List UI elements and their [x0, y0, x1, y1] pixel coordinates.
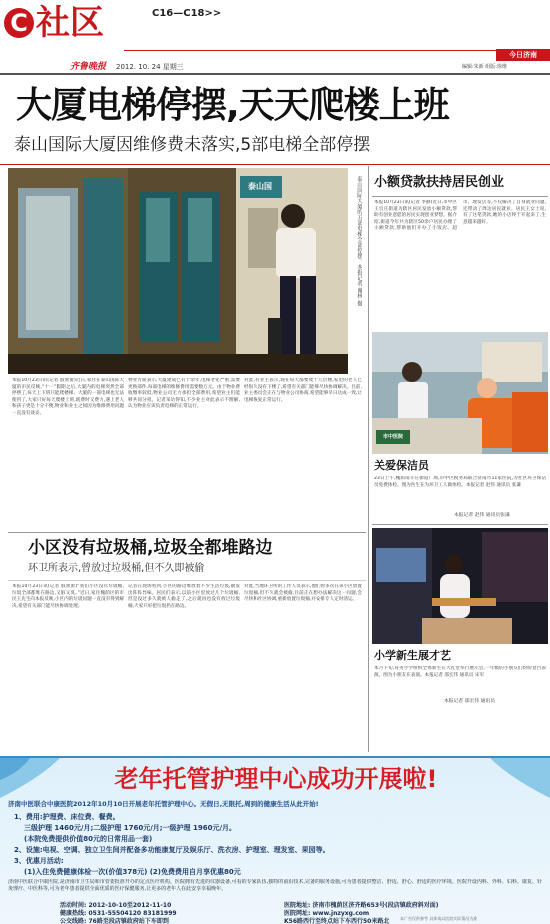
section-title: 社区 — [36, 3, 104, 43]
lead-body-col2: 物业方面表示,大厦建成已有十余年,电梯老化严重,需要更换部件,每部电梯的维修费用需要数万元。由于物业费收缴率较低,物业公司无力承担全部费用,希望业主们能够共同分担。记者采访得知,不少业主对此表示不理解,认为物业应该负责电梯的正常运行。 — [128, 378, 240, 410]
ad-website-value: www.jnzyxg.com — [312, 910, 370, 917]
cleaner-photo-sign: 市中医院 — [382, 434, 403, 440]
ad-bus-value: 76路至段店镇政府站下车即到 — [88, 918, 169, 924]
cleaner-caption: 23日上午,槐荫南辛庄街道广场,市中区税务局联合济南市11家医院,为社区环卫保洁员免费体检。图为医生在为环卫工人做体检。本报记者 赵伟 通讯员 张谦 — [374, 476, 546, 488]
loan-body: 本报10月23日讯(记者 李静)近日,市中区王官庄街道为辖区居民发放小额贷款,帮助有创业意愿的居民实现创业梦想。据介绍,街道今年共为辖区50余户居民办理了小额贷款,帮助他们开办了小饭店、超市、理发店等,不仅解决了自身就业问题,还带动了周边居民就业。居民王女士说,有了这笔贷款,她的小店终于开起来了,生意越来越好。 — [374, 200, 546, 232]
tag-right: 今日济南 — [496, 49, 550, 61]
ad-phone-label: 健康热线: — [60, 910, 87, 917]
photo-sign: 泰山国 — [248, 182, 272, 191]
ad-title: 老年托管护理中心成功开展啦! — [114, 765, 438, 793]
section-badge: C — [4, 8, 34, 38]
ad-item1-note: (本院免费提供价值80元的日常用品一套) — [24, 835, 153, 843]
student-author: 本报记者 邵宏伟 通讯员 — [444, 699, 496, 704]
date-line: 2012. 10. 24 星期三 — [116, 63, 184, 71]
elevator-photo — [8, 168, 348, 374]
ad-item1: 1、费用:护理费、床位费、餐费。 — [14, 813, 120, 821]
ad-item2: 2、设施:电视、空调、独立卫生间并配备多功能康复厅及娱乐厅、洗衣房、护理室、理发室、果园等。 — [14, 846, 330, 854]
lead-headline: 大厦电梯停摆,天天爬楼上班 — [16, 85, 449, 126]
page-range: C16—C18>> — [152, 8, 222, 19]
lead-body-col3: 对此,有业主表示,现在每天都要爬十几层楼,家里的老人已经很久没有下楼了,希望有关部门能够尽快协调解决。目前,业主委员会正在与物业公司协商,希望能够早日达成一致,让电梯恢复正常运行。 — [244, 378, 362, 403]
ad-address — [284, 902, 439, 910]
student-photo-art — [372, 528, 548, 644]
ad-item1-detail: 三级护理 1460元/月;二级护理 1760元/月;一级护理 1960元/月。 — [24, 824, 237, 832]
story2-body-col2: 记者在现场看到,小区的路边堆放着不少生活垃圾,散发出阵阵异味。居民们表示,以前小区里放过几个垃圾桶,但是没过多久就被人偷走了,之后就再也没有放过垃圾桶,大家只好把垃圾扔在路边。 — [128, 584, 240, 609]
ad-panel — [0, 756, 550, 924]
photo-caption: 泰山国际大厦的五部电梯全部停摆。本报记者 谢林 摄 — [356, 176, 362, 306]
student-caption: 本月下旬,育英小学组织全体新生在大礼堂举行展示会,一年级的小朋友们纷纷登台表演。图为小朋友在表演。本报记者 邵宏伟 通讯员 宋军 — [374, 666, 546, 678]
ad-address-value: 济南市槐荫区济齐路653号(段店镇政府斜对面) — [312, 902, 439, 909]
cleaner-photo — [372, 332, 548, 454]
ad-bus — [60, 918, 169, 924]
cleaner-author: 本报记者 赵伟 通讯员张谦 — [454, 513, 510, 518]
ad-address-label: 医院地址: — [284, 902, 311, 909]
column-divider-right — [368, 166, 369, 752]
elevator-photo-art — [8, 168, 348, 374]
ad-time-label: 活动时间: — [60, 902, 87, 909]
ad-phone-value: 0531-55504120 83181999 — [88, 910, 177, 917]
loan-rule — [372, 196, 548, 197]
story2-body-col1: 本报10月23日讯(记者 殷蕾蕾)“我们小区没有垃圾桶,垃圾全部都堆在路边,又脏又臭。”近日,家住槐荫区的市民王先生向本报反映,小区内的垃圾问题一直没有得到解决,希望有关部门能尽快协调处理。 — [12, 584, 124, 609]
student-photo — [372, 528, 548, 644]
story2-subtitle: 环卫所表示,曾放过垃圾桶,但不久即被偷 — [28, 563, 205, 574]
cleaner-rule — [372, 524, 548, 525]
masthead — [0, 0, 550, 72]
story2-rule — [8, 580, 366, 581]
paper-name: 齐鲁晚报 — [70, 62, 107, 72]
lead-subtitle: 泰山国际大厦因维修费未落实,5部电梯全部停摆 — [14, 135, 371, 155]
ad-website-label: 医院网址: — [284, 910, 311, 917]
masthead-rule — [124, 50, 550, 51]
lead-sub-rule — [0, 164, 550, 165]
ad-bus-label: 公交线路: — [60, 918, 87, 924]
loan-headline: 小额贷款扶持居民创业 — [374, 175, 505, 190]
ad-phone — [60, 910, 177, 918]
story2-headline: 小区没有垃圾桶,垃圾全都堆路边 — [28, 538, 273, 558]
ad-intro: 济南中医联合中康医院2012年10月10日开展老年托管护理中心。无假日,无限托,周到的健康生活从此开始! — [8, 800, 319, 808]
ad-body: 济南中医联合中康医院,是济南市卫生局和市管委批准开办的定点医疗机构。医院拥有先进的仪器设备,可看的专家队伍,独特的前沿技术,完备的服务设施,可为患者提供整洁、舒适、舒心、舒适的医疗环境。医院开设内科、外科、妇科、康复、针灸理疗、中医科等,可为老年患者提供全面优质的医疗保健服务,让更多的老年人在此安享幸福晚年。 — [8, 879, 542, 892]
ad-route-line: K56路西行至终点站下车西行50米路北 — [284, 918, 390, 924]
ad-website — [284, 910, 369, 918]
cleaner-headline: 关爱保洁员 — [374, 459, 429, 472]
masthead-bottom-rule — [0, 73, 550, 75]
story2-body-col3: 对此,当地环卫所的工作人员表示,他们曾多次在该小区放置垃圾桶,但不久就会被偷,目前正在想办法解决这一问题,会尽快和社区协调,重新放置垃圾桶,并安排专人定时清运。 — [244, 584, 362, 603]
editor-line: 编辑:朱新 组版:徐维 — [462, 64, 507, 70]
lead-bottom-rule — [8, 532, 366, 533]
ad-item3: 3、优惠月活动: — [14, 857, 64, 865]
ad-item3-detail: (1)入住免费健康体检一次(价值378元) (2)免费费用自月享优惠80元 — [24, 868, 241, 876]
ad-time-value: 2012-10-10至2012-11-10 — [88, 902, 172, 909]
lead-body-col1: 本报10月23日讯(记者 殷蕾蕾)近日,家住在泰山国际大厦的市民反映,“十一”假期之后,大厦内的电梯突然全部停摆了,每天上下班只能爬楼梯。大厦的一部电梯也无法使用了,大家只好每天爬楼上班,既费时又费力,遇上老人和孩子更是十分不便,物业和业主之间因为维修费用问题一直没有谈妥。 — [12, 378, 124, 416]
ad-time — [60, 902, 171, 910]
ad-footer: 本广告仅供参考 具体请以医院实际情况为准 — [400, 916, 478, 921]
student-headline: 小学新生展才艺 — [374, 649, 451, 662]
